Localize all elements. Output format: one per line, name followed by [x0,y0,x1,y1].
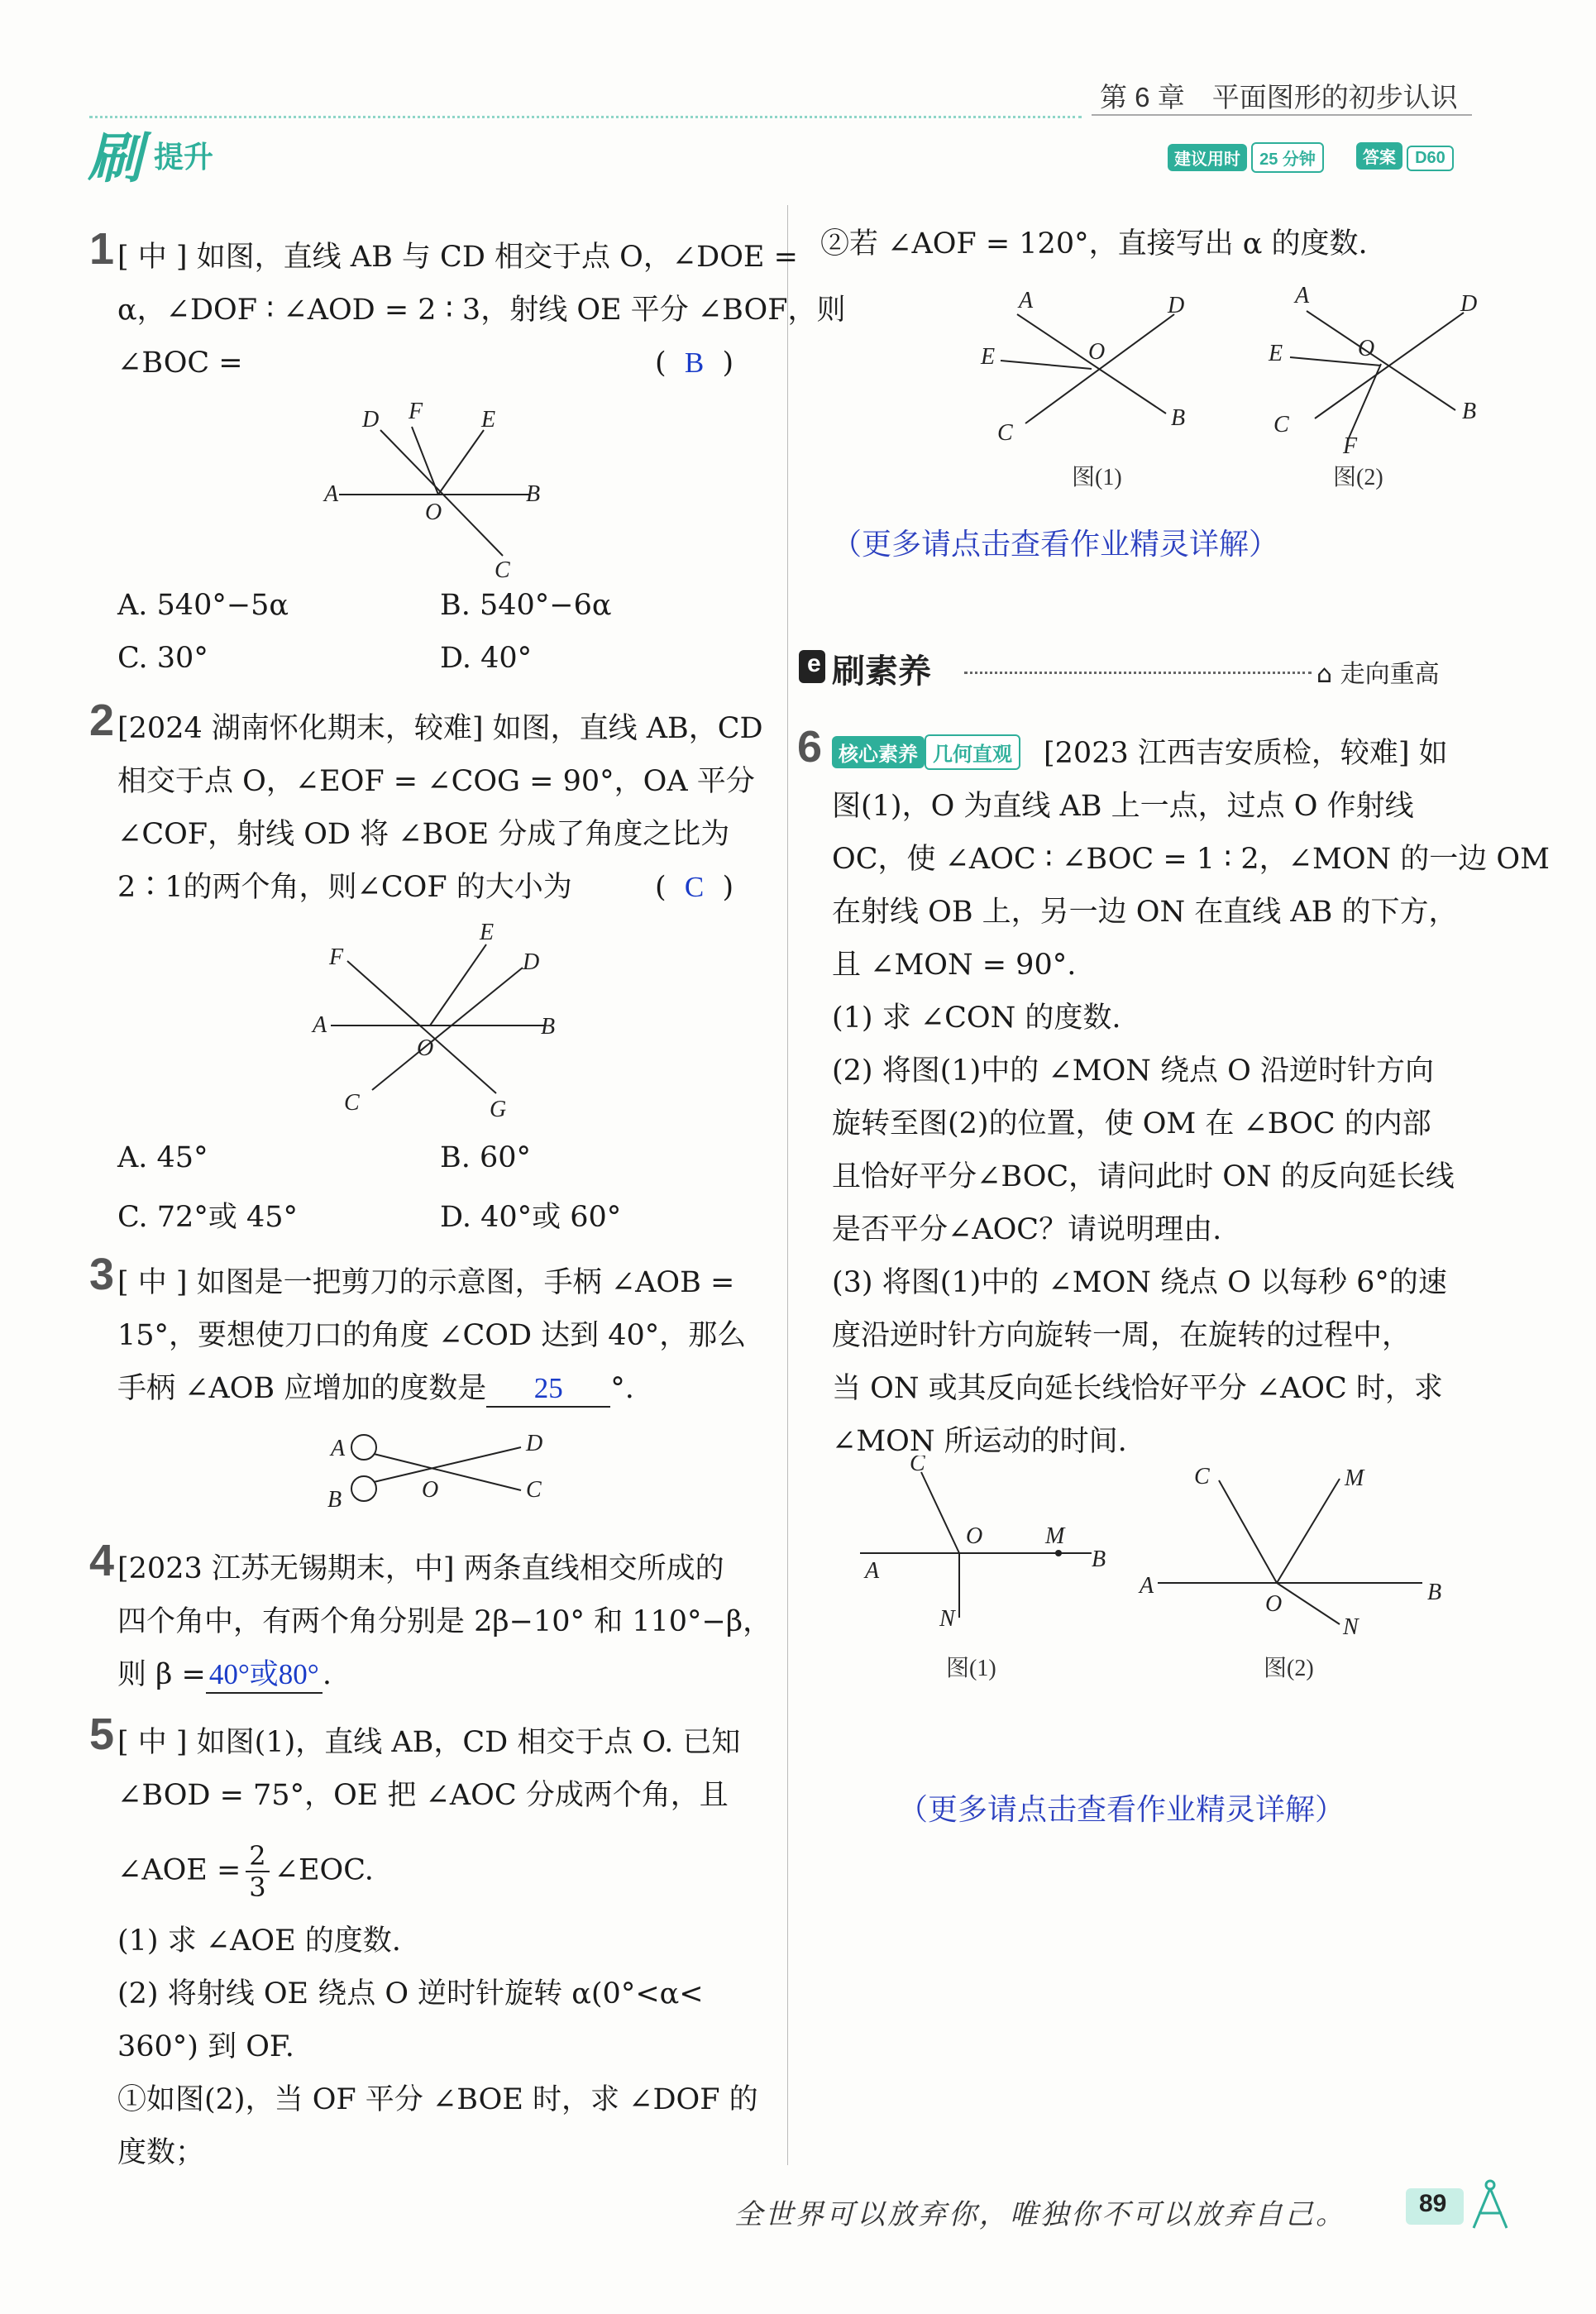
q1-figure [314,397,562,587]
q2-figure [306,918,579,1125]
footer-motto: 全世界可以放弃你，唯独你不可以放弃自己。 [734,2198,1346,2231]
answer-code: D60 [1407,146,1454,171]
svg-text:A: A [1295,283,1310,308]
svg-text:F: F [329,944,344,970]
svg-text:B: B [1171,405,1186,431]
q4-answer: 40°或80° [208,1658,319,1690]
svg-text:C: C [910,1456,925,1476]
q2-option-a: A. 45° [117,1141,208,1174]
q6-line4: 在射线 OB 上，另一边 ON 在直线 AB 的下方， [832,896,1458,929]
q4-line3 [117,1649,332,1700]
q6-line2: 图(1)，O 为直线 AB 上一点，过点 O 作射线 [832,790,1414,823]
q5-fig1-caption: 图(1) [1072,465,1122,490]
q6-badge-geometry: 几何直观 [925,734,1020,770]
q3-figure [323,1414,571,1522]
q5-part2a: (2) 将射线 OE 绕点 O 逆时针旋转 α(0°<α< [117,1977,704,2010]
svg-text:M: M [1345,1465,1364,1491]
svg-text:O: O [425,500,442,525]
q2-line4: 2∶1的两个角，则∠COF 的大小为 [117,871,572,904]
svg-text:B: B [1427,1580,1442,1605]
more-details-link-1[interactable]: （更多请点击查看作业精灵详解） [832,528,1279,562]
q3-line1: [ 中 ] 如图是一把剪刀的示意图，手柄 ∠AOB = [117,1266,735,1299]
svg-text:D: D [1168,293,1185,318]
chapter-title: 第 6 章 平面图形的初步认识 [1100,82,1458,112]
q5-part4: ②若 ∠AOF = 120°，直接写出 α 的度数. [820,227,1368,261]
q4-answer-blank [206,1657,323,1694]
q2-line3: ∠COF，射线 OD 将 ∠BOE 分成了角度之比为 [117,818,730,851]
svg-text:B: B [541,1014,556,1040]
q3-line3-end: °. [610,1372,634,1405]
svg-text:C: C [997,420,1013,446]
q5-line1: [ 中 ] 如图(1)，直线 AB，CD 相交于点 O. 已知 [117,1726,741,1759]
compass-icon [1465,2175,1515,2233]
q6-line6: (1) 求 ∠CON 的度数. [832,1002,1121,1035]
e-badge-letter: e [807,650,821,677]
q4-number: 4 [89,1536,115,1585]
q1-line1: [ 中 ] 如图，直线 AB 与 CD 相交于点 O，∠DOE = [117,241,798,274]
section2-dotted-rule [964,672,1312,674]
q5-frac-num: 2 [246,1841,269,1872]
more-details-link-2[interactable]: （更多请点击查看作业精灵详解） [898,1793,1345,1827]
q6-line8: 旋转至图(2)的位置，使 OM 在 ∠BOC 的内部 [832,1107,1431,1140]
q1-line3: ∠BOC = [117,347,243,380]
svg-text:O: O [1265,1591,1283,1617]
svg-text:A: A [331,1436,346,1461]
q6-line1: [2023 江西吉安质检，较难] 如 [1044,737,1448,770]
q3-number: 3 [89,1250,115,1299]
svg-text:M: M [1045,1523,1065,1549]
q2-answer-bracket: ( C ) [655,871,734,904]
section2-logo: 刷素养 [832,653,931,691]
q2-number: 2 [89,696,115,745]
section-sub: 提升 [154,141,214,175]
q4-line2: 四个角中，有两个角分别是 2β−10° 和 110°−β， [117,1605,772,1638]
q5-number: 5 [89,1709,115,1759]
svg-text:O: O [966,1523,983,1549]
svg-text:F: F [409,399,423,424]
time-label: 建议用时 [1168,144,1247,171]
svg-text:D: D [1460,291,1478,317]
q5-line3 [117,1841,374,1902]
header-divider [1092,114,1472,116]
q5-part3a: ①如图(2)，当 OF 平分 ∠BOE 时，求 ∠DOF 的 [117,2083,758,2116]
svg-text:O: O [417,1035,434,1061]
svg-text:E: E [1269,341,1283,366]
q5-part2b: 360°) 到 OF. [117,2030,294,2063]
q6-line7: (2) 将图(1)中的 ∠MON 绕点 O 沿逆时针方向 [832,1054,1434,1088]
svg-text:C: C [1194,1464,1210,1489]
q5-line3b: ∠EOC. [274,1853,374,1887]
svg-text:E: E [480,920,495,945]
svg-text:A: A [313,1012,327,1038]
school-icon: ⌂ [1316,660,1333,689]
q6-line11: (3) 将图(1)中的 ∠MON 绕点 O 以每秒 6°的速 [832,1266,1447,1299]
svg-text:A: A [1140,1573,1154,1599]
svg-text:B: B [327,1487,342,1513]
svg-text:O: O [422,1477,439,1503]
time-value: 25 分钟 [1251,142,1324,173]
section-logo: 刷 [88,127,142,190]
svg-text:A: A [1019,288,1034,313]
q1-option-d: D. 40° [440,642,533,675]
svg-text:A: A [324,481,339,507]
q1-option-a: A. 540°−5α [117,589,289,622]
q5-fig2-caption: 图(2) [1333,465,1383,490]
q2-answer: C [684,871,705,903]
q3-answer-blank [486,1371,610,1408]
q3-line3-text: 手柄 ∠AOB 应增加的度数是 [117,1372,487,1405]
q6-figures [843,1456,1472,1704]
q4-line1: [2023 江苏无锡期末，中] 两条直线相交所成的 [117,1552,724,1585]
q5-line2: ∠BOD = 75°，OE 把 ∠AOC 分成两个角，且 [117,1779,729,1812]
q5-frac-den: 3 [249,1872,266,1903]
svg-text:G: G [490,1097,507,1122]
q6-number: 6 [797,722,823,772]
q6-line5: 且 ∠MON = 90°. [832,949,1077,982]
q3-line3 [117,1363,634,1414]
page-number: 89 [1419,2190,1447,2217]
q1-number: 1 [89,224,115,274]
q6-badges [832,734,1020,770]
q6-badge-core: 核心素养 [832,736,925,768]
q2-line1: [2024 湖南怀化期末，较难] 如图，直线 AB，CD [117,712,763,745]
q4-line3-end: . [322,1658,332,1691]
q3-answer: 25 [533,1372,563,1404]
svg-text:D: D [526,1431,543,1456]
svg-text:N: N [939,1606,955,1632]
q1-line2: α，∠DOF ∶ ∠AOD = 2 ∶ 3，射线 OE 平分 ∠BOF，则 [117,294,846,327]
svg-text:B: B [526,481,541,507]
svg-text:E: E [481,407,496,433]
q6-line14: ∠MON 所运动的时间. [832,1425,1127,1458]
q1-option-c: C. 30° [117,642,208,675]
q6-line9: 且恰好平分∠BOC，请问此时 ON 的反向延长线 [832,1160,1455,1193]
svg-text:O: O [1088,339,1106,365]
q2-option-d: D. 40°或 60° [440,1201,622,1234]
q5-line3a: ∠AOE = [117,1853,241,1887]
q2-option-b: B. 60° [440,1141,532,1174]
q5-figures [976,278,1505,501]
svg-text:C: C [526,1477,542,1503]
svg-text:A: A [865,1558,880,1584]
answer-label: 答案 [1356,142,1402,170]
q1-option-b: B. 540°−6α [440,589,612,622]
q5-fraction [246,1841,269,1902]
svg-text:B: B [1092,1547,1106,1572]
svg-text:D: D [523,949,540,975]
q1-answer-bracket: ( B ) [655,347,734,380]
q1-answer: B [684,347,705,379]
svg-text:C: C [495,557,510,583]
svg-text:B: B [1462,399,1477,424]
column-divider [787,205,788,2165]
q6-fig2-caption: 图(2) [1264,1656,1314,1681]
q6-line3: OC，使 ∠AOC ∶ ∠BOC = 1 ∶ 2，∠MON 的一边 OM [832,843,1550,876]
svg-text:N: N [1343,1614,1359,1640]
svg-text:F: F [1343,433,1358,459]
section2-tag-text: 走向重高 [1340,660,1440,689]
q2-line2: 相交于点 O，∠EOF = ∠COG = 90°，OA 平分 [117,765,755,798]
q4-line3-text: 则 β = [117,1658,206,1691]
q6-line13: 当 ON 或其反向延长线恰好平分 ∠AOC 时，求 [832,1372,1443,1405]
q3-line2: 15°，要想使刀口的角度 ∠COD 达到 40°，那么 [117,1319,747,1352]
q6-line10: 是否平分∠AOC？请说明理由. [832,1213,1222,1246]
q5-part3b: 度数； [117,2136,205,2169]
q6-line12: 度沿逆时针方向旋转一周，在旋转的过程中， [832,1319,1412,1352]
q6-fig1-caption: 图(1) [946,1656,996,1681]
header-dotted-rule [89,116,1082,121]
section2-tag [1316,653,1440,690]
svg-text:E: E [981,344,996,370]
q2-option-c: C. 72°或 45° [117,1201,298,1234]
svg-text:O: O [1358,336,1375,361]
answer-badge [1356,142,1454,171]
time-badge [1168,142,1324,173]
q5-part1: (1) 求 ∠AOE 的度数. [117,1924,401,1958]
svg-text:C: C [344,1090,360,1116]
svg-text:D: D [362,407,380,433]
svg-text:C: C [1273,412,1289,437]
